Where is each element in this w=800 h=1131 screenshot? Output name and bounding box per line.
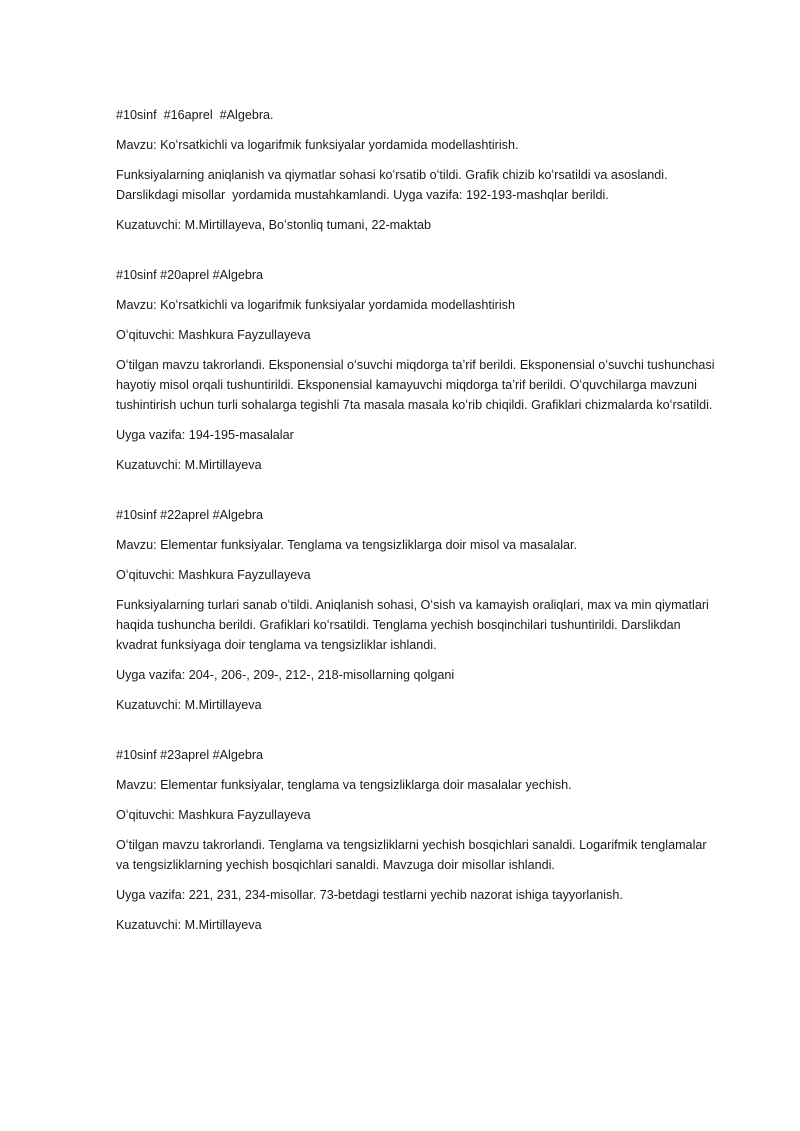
entry-heading: #10sinf #20aprel #Algebra xyxy=(116,268,264,282)
entry-body: Oʻtilgan mavzu takrorlandi. Eksponensial oʻsuvchi miqdorga taʼrif berildi. Eksponensial oʻsuvchi tushunchasi hayotiy misol orqali tushuntirildi. Eksponensial kamayuvchi miqdorga taʼrif berildi. Oʻquvchilarga mavzuni tushintirish uchun turli sohalarga tegishli 7ta masala masala koʻrib chiqildi. Grafiklari chizmalarda koʻrsatildi. xyxy=(116,358,719,412)
entry-teacher: Oʻqituvchi: Mashkura Fayzullayeva xyxy=(116,568,311,582)
lesson-entry xyxy=(116,745,716,935)
entry-supervisor: Kuzatuvchi: M.Mirtillayeva xyxy=(116,458,262,472)
entry-homework: Uyga vazifa: 221, 231, 234-misollar. 73-betdagi testlarni yechib nazorat ishiga tayyorlanish. xyxy=(116,888,623,902)
entry-heading: #10sinf #23aprel #Algebra xyxy=(116,748,264,762)
lesson-entry xyxy=(116,105,716,235)
entry-heading: #10sinf #16aprel #Algebra. xyxy=(116,108,274,122)
entry-body: Funksiyalarning aniqlanish va qiymatlar sohasi koʻrsatib oʻtildi. Grafik chizib koʻrsatildi va asoslandi. Darslikdagi misollar yordamida mustahkamlandi. Uyga vazifa: 192-193-mashqlar berildi. xyxy=(116,168,672,202)
entry-heading: #10sinf #22aprel #Algebra xyxy=(116,508,264,522)
entry-topic: Mavzu: Koʻrsatkichli va logarifmik funksiyalar yordamida modellashtirish xyxy=(116,298,515,312)
entry-homework: Uyga vazifa: 204-, 206-, 209-, 212-, 218-misollarning qolgani xyxy=(116,668,455,682)
entry-teacher: Oʻqituvchi: Mashkura Fayzullayeva xyxy=(116,328,311,342)
entry-teacher: Oʻqituvchi: Mashkura Fayzullayeva xyxy=(116,808,311,822)
entry-topic: Mavzu: Elementar funksiyalar. Tenglama va tengsizliklarga doir misol va masalalar. xyxy=(116,538,578,552)
entry-body: Oʻtilgan mavzu takrorlandi. Tenglama va tengsizliklarni yechish bosqichlari sanaldi. Logarifmik tenglamalar va tengsizliklarning yechish bosqichlari sanaldi. Mavzuga doir misollar ishlandi. xyxy=(116,838,711,872)
entry-supervisor: Kuzatuvchi: M.Mirtillayeva xyxy=(116,918,262,932)
entry-homework: Uyga vazifa: 194-195-masalalar xyxy=(116,428,294,442)
entry-topic: Mavzu: Koʻrsatkichli va logarifmik funksiyalar yordamida modellashtirish. xyxy=(116,138,519,152)
lesson-entry xyxy=(116,265,719,475)
document-content xyxy=(116,105,719,945)
entry-topic: Mavzu: Elementar funksiyalar, tenglama va tengsizliklarga doir masalalar yechish. xyxy=(116,778,572,792)
entry-supervisor: Kuzatuvchi: M.Mirtillayeva, Boʻstonliq tumani, 22-maktab xyxy=(116,218,431,232)
entry-supervisor: Kuzatuvchi: M.Mirtillayeva xyxy=(116,698,262,712)
entry-body: Funksiyalarning turlari sanab oʻtildi. Aniqlanish sohasi, Oʻsish va kamayish oraliqlari, max va min qiymatlari haqida tushuncha berildi. Grafiklari koʻrsatildi. Tenglama yechish bosqinchilari tushuntirildi. Darslikdan kvadrat funksiyaga doir tenglama va tengsizliklar ishlandi. xyxy=(116,598,713,652)
lesson-entry xyxy=(116,505,716,715)
